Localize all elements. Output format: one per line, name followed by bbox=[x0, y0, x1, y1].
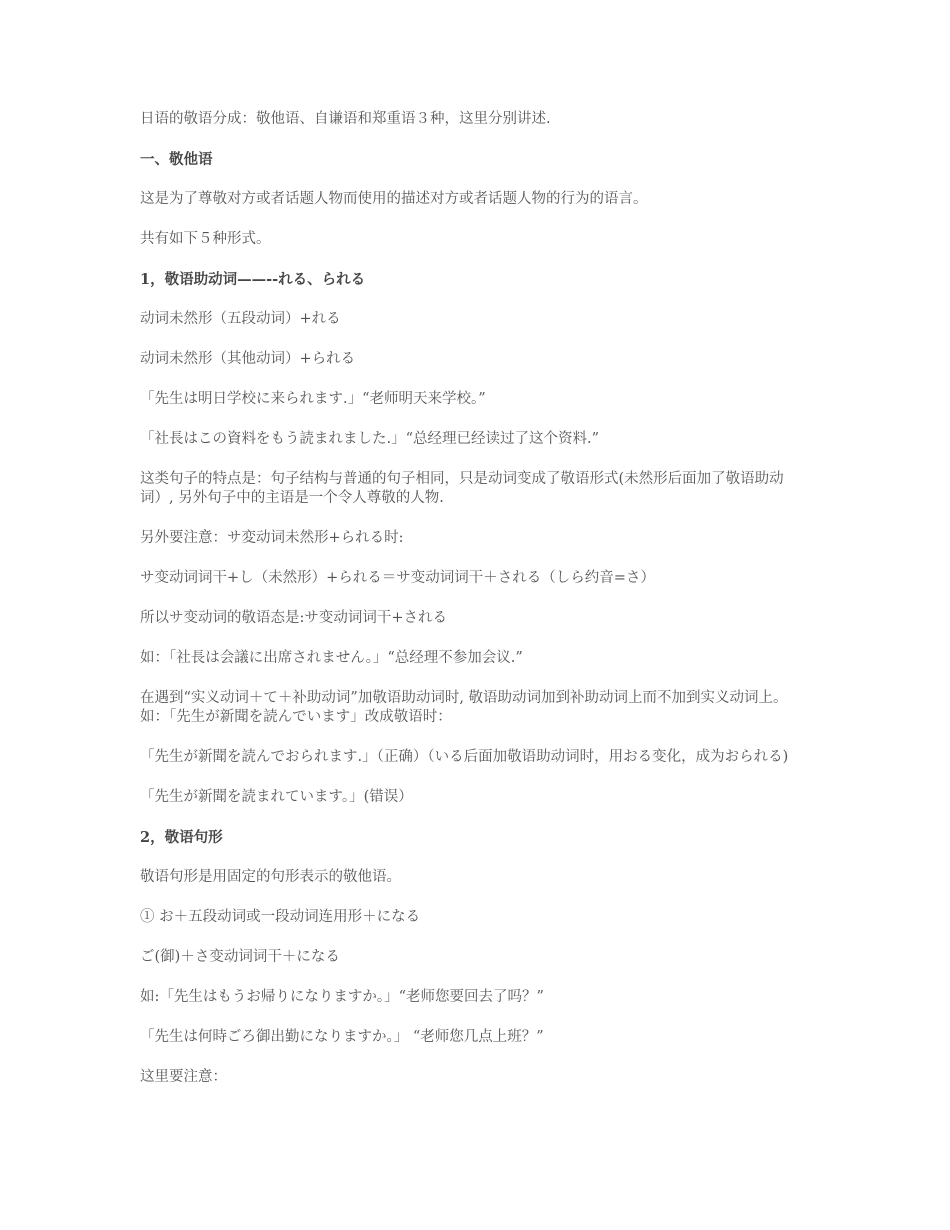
subsection-heading-honorific-pattern: 2，敬语句形 bbox=[140, 829, 223, 846]
document-page bbox=[140, 110, 805, 1108]
subsection-heading-auxiliary-verb: 1，敬语助动词——--れる、られる bbox=[140, 271, 366, 288]
paragraph: 动词未然形（其他动词）+られる bbox=[140, 351, 356, 367]
paragraph: 动词未然形（五段动词）+れる bbox=[140, 311, 341, 327]
intro-paragraph: 日语的敬语分成：敬他语、自谦语和郑重语３种，这里分别讲述. bbox=[140, 111, 551, 127]
example-sentence: 「先生が新聞を読まれています。」(错误） bbox=[140, 789, 413, 805]
example-sentence: 「社長はこの資料をもう読まれました.」“总经理已经读过了这个资料.” bbox=[140, 431, 600, 447]
paragraph: 所以サ变动词的敬语态是:サ变动词词干+される bbox=[140, 610, 448, 626]
paragraph: ① お＋五段动词或一段动词连用形＋になる bbox=[140, 909, 421, 925]
example-sentence: 「先生は明日学校に来られます.」“老师明天来学校。” bbox=[140, 391, 486, 407]
paragraph: 共有如下５种形式。 bbox=[140, 231, 271, 247]
paragraph: 这类句子的特点是：句子结构与普通的句子相同，只是动词变成了敬语形式(未然形后面加了敬语助动词）, 另外句子中的主语是一个令人尊敬的人物. bbox=[140, 471, 784, 506]
paragraph: 这里要注意： bbox=[140, 1069, 227, 1085]
example-sentence: 如：「社長は会議に出席されません。」“总经理不参加会议.” bbox=[140, 650, 523, 666]
paragraph: ご(御)＋さ变动词词干＋になる bbox=[140, 949, 340, 965]
paragraph: 敬语句形是用固定的句形表示的敬他语。 bbox=[140, 869, 401, 885]
paragraph: 这是为了尊敬对方或者话题人物而使用的描述对方或者话题人物的行为的语言。 bbox=[140, 191, 648, 207]
example-sentence: 「先生は何時ごろ御出勤になりますか。」 “老师您几点上班？” bbox=[140, 1029, 544, 1045]
paragraph: 在遇到“实义动词＋て＋补助动词”加敬语助动词时, 敬语助动词加到补助动词上而不加到实义动词上。如：「先生が新聞を読んでいます」改成敬语时： bbox=[140, 690, 788, 725]
example-sentence: 「先生が新聞を読んでおられます.」（正确）（いる后面加敬语助动词时，用おる变化，成为おられる) bbox=[140, 749, 789, 765]
paragraph: サ变动词词干+し（未然形）+られる＝サ变动词词干＋される（しら约音=さ） bbox=[140, 570, 655, 586]
section-heading-honorific: 一、敬他语 bbox=[140, 151, 213, 168]
paragraph: 另外要注意：サ変动词未然形+られる时: bbox=[140, 530, 404, 546]
example-sentence: 如:「先生はもうお帰りになりますか。」“老师您要回去了吗？” bbox=[140, 989, 544, 1005]
